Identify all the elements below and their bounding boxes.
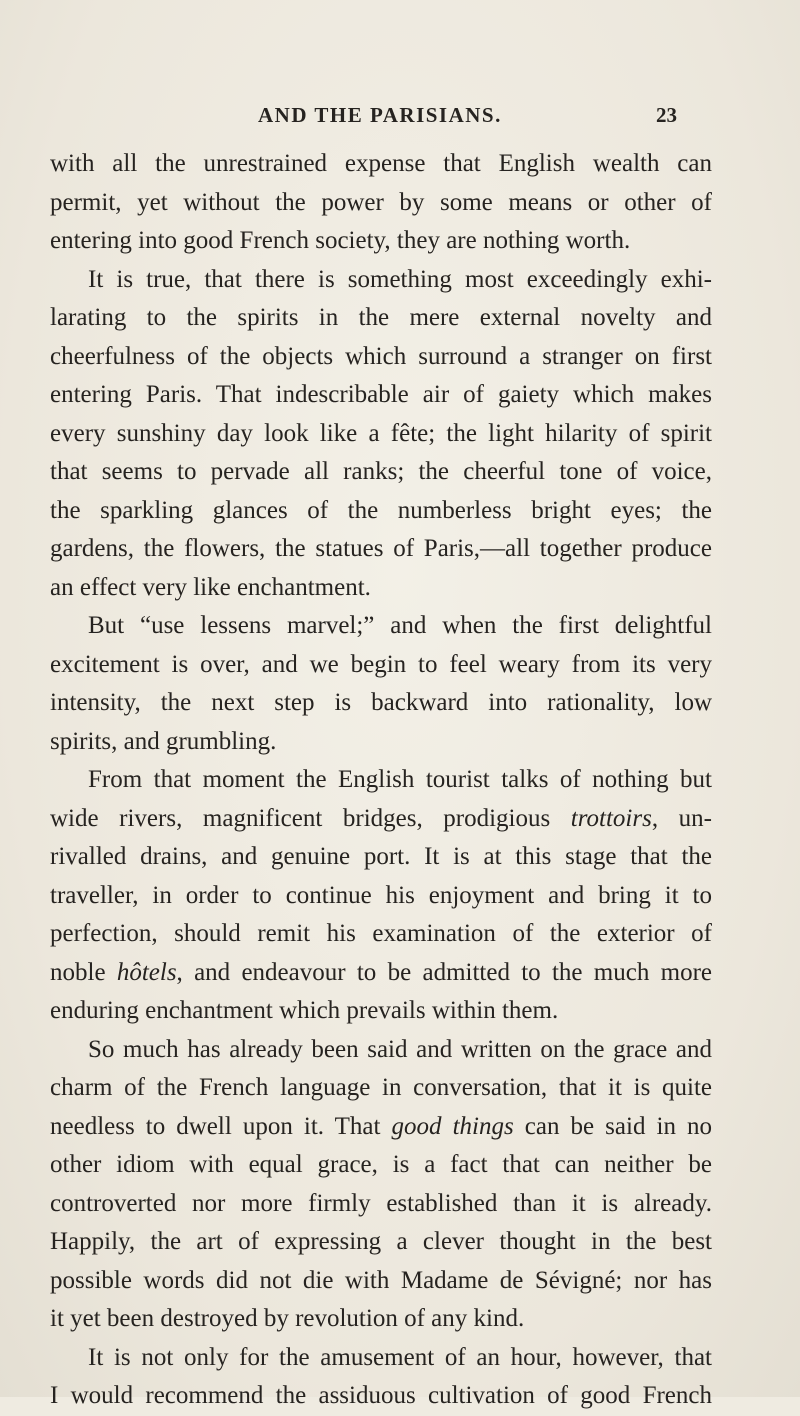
text-line: entering into good French society, they are nothing worth. <box>50 227 631 254</box>
running-title: AND THE PARISIANS. <box>258 103 502 127</box>
text-run: needless to dwell upon it. That <box>50 1112 392 1140</box>
text-line: permit, yet without the power by some means or other of <box>50 188 712 216</box>
text-run: noble <box>50 958 117 986</box>
text-run: wide rivers, magnificent bridges, prodigious <box>50 804 571 832</box>
text-line: rivalled drains, and genuine port. It is at this stage that the <box>50 843 712 870</box>
text-line: perfection, should remit his examination of the exterior of <box>50 920 712 947</box>
text-line: excitement is over, and we begin to feel weary from its very <box>50 650 712 678</box>
text-line <box>50 954 712 993</box>
text-line: So much has already been said and written on the grace and <box>88 1035 712 1063</box>
text-line: possible words did not die with Madame de Sévigné; nor has <box>50 1266 712 1294</box>
text-line: But “use lessens marvel;” and when the first delightful <box>88 612 712 639</box>
italic-phrase: good things <box>391 1112 514 1140</box>
text-line: an effect very like enchantment. <box>50 573 371 601</box>
text-line: controverted nor more firmly established than it is already. <box>50 1189 712 1217</box>
text-line <box>50 800 712 839</box>
text-line: gardens, the flowers, the statues of Paris,—all together produce <box>50 535 712 562</box>
text-run: can be said in no <box>513 1112 713 1140</box>
text-line: intensity, the next step is backward into rationality, low <box>50 689 712 716</box>
text-line: entering Paris. That indescribable air of gaiety which makes <box>50 381 712 408</box>
italic-word: trottoirs <box>570 804 652 832</box>
page-header <box>0 103 800 133</box>
text-line: the sparkling glances of the numberless bright eyes; the <box>50 496 712 524</box>
text-line: every sunshiny day look like a fête; the light hilarity of spirit <box>50 419 712 447</box>
text-line: spirits, and grumbling. <box>50 727 277 755</box>
text-line: From that moment the English tourist talks of nothing but <box>88 766 712 793</box>
text-line: Happily, the art of expressing a clever thought in the best <box>50 1228 712 1255</box>
text-line: traveller, in order to continue his enjoyment and bring it to <box>50 881 712 909</box>
text-line: cheerfulness of the objects which surround a stranger on first <box>50 342 712 370</box>
text-line: It is true, that there is something most exceedingly exhi- <box>88 265 712 293</box>
page-number: 23 <box>656 103 677 127</box>
body-text <box>50 145 712 1416</box>
text-line: it yet been destroyed by revolution of any kind. <box>50 1305 525 1332</box>
text-line: charm of the French language in conversation, that it is quite <box>50 1074 712 1101</box>
italic-word: hôtels <box>116 958 177 986</box>
text-line: larating to the spirits in the mere external novelty and <box>50 304 712 331</box>
text-line: I would recommend the assiduous cultivation of good French <box>50 1382 712 1409</box>
text-line: with all the unrestrained expense that English wealth can <box>50 150 712 177</box>
text-run: , un- <box>651 804 712 832</box>
text-line: It is not only for the amusement of an hour, however, that <box>88 1343 712 1371</box>
text-run: , and endeavour to be admitted to the much more <box>176 958 712 986</box>
text-line: that seems to pervade all ranks; the cheerful tone of voice, <box>50 458 712 485</box>
text-line: enduring enchantment which prevails within them. <box>50 997 559 1024</box>
text-line: other idiom with equal grace, is a fact that can neither be <box>50 1151 712 1178</box>
text-line <box>50 1108 712 1147</box>
